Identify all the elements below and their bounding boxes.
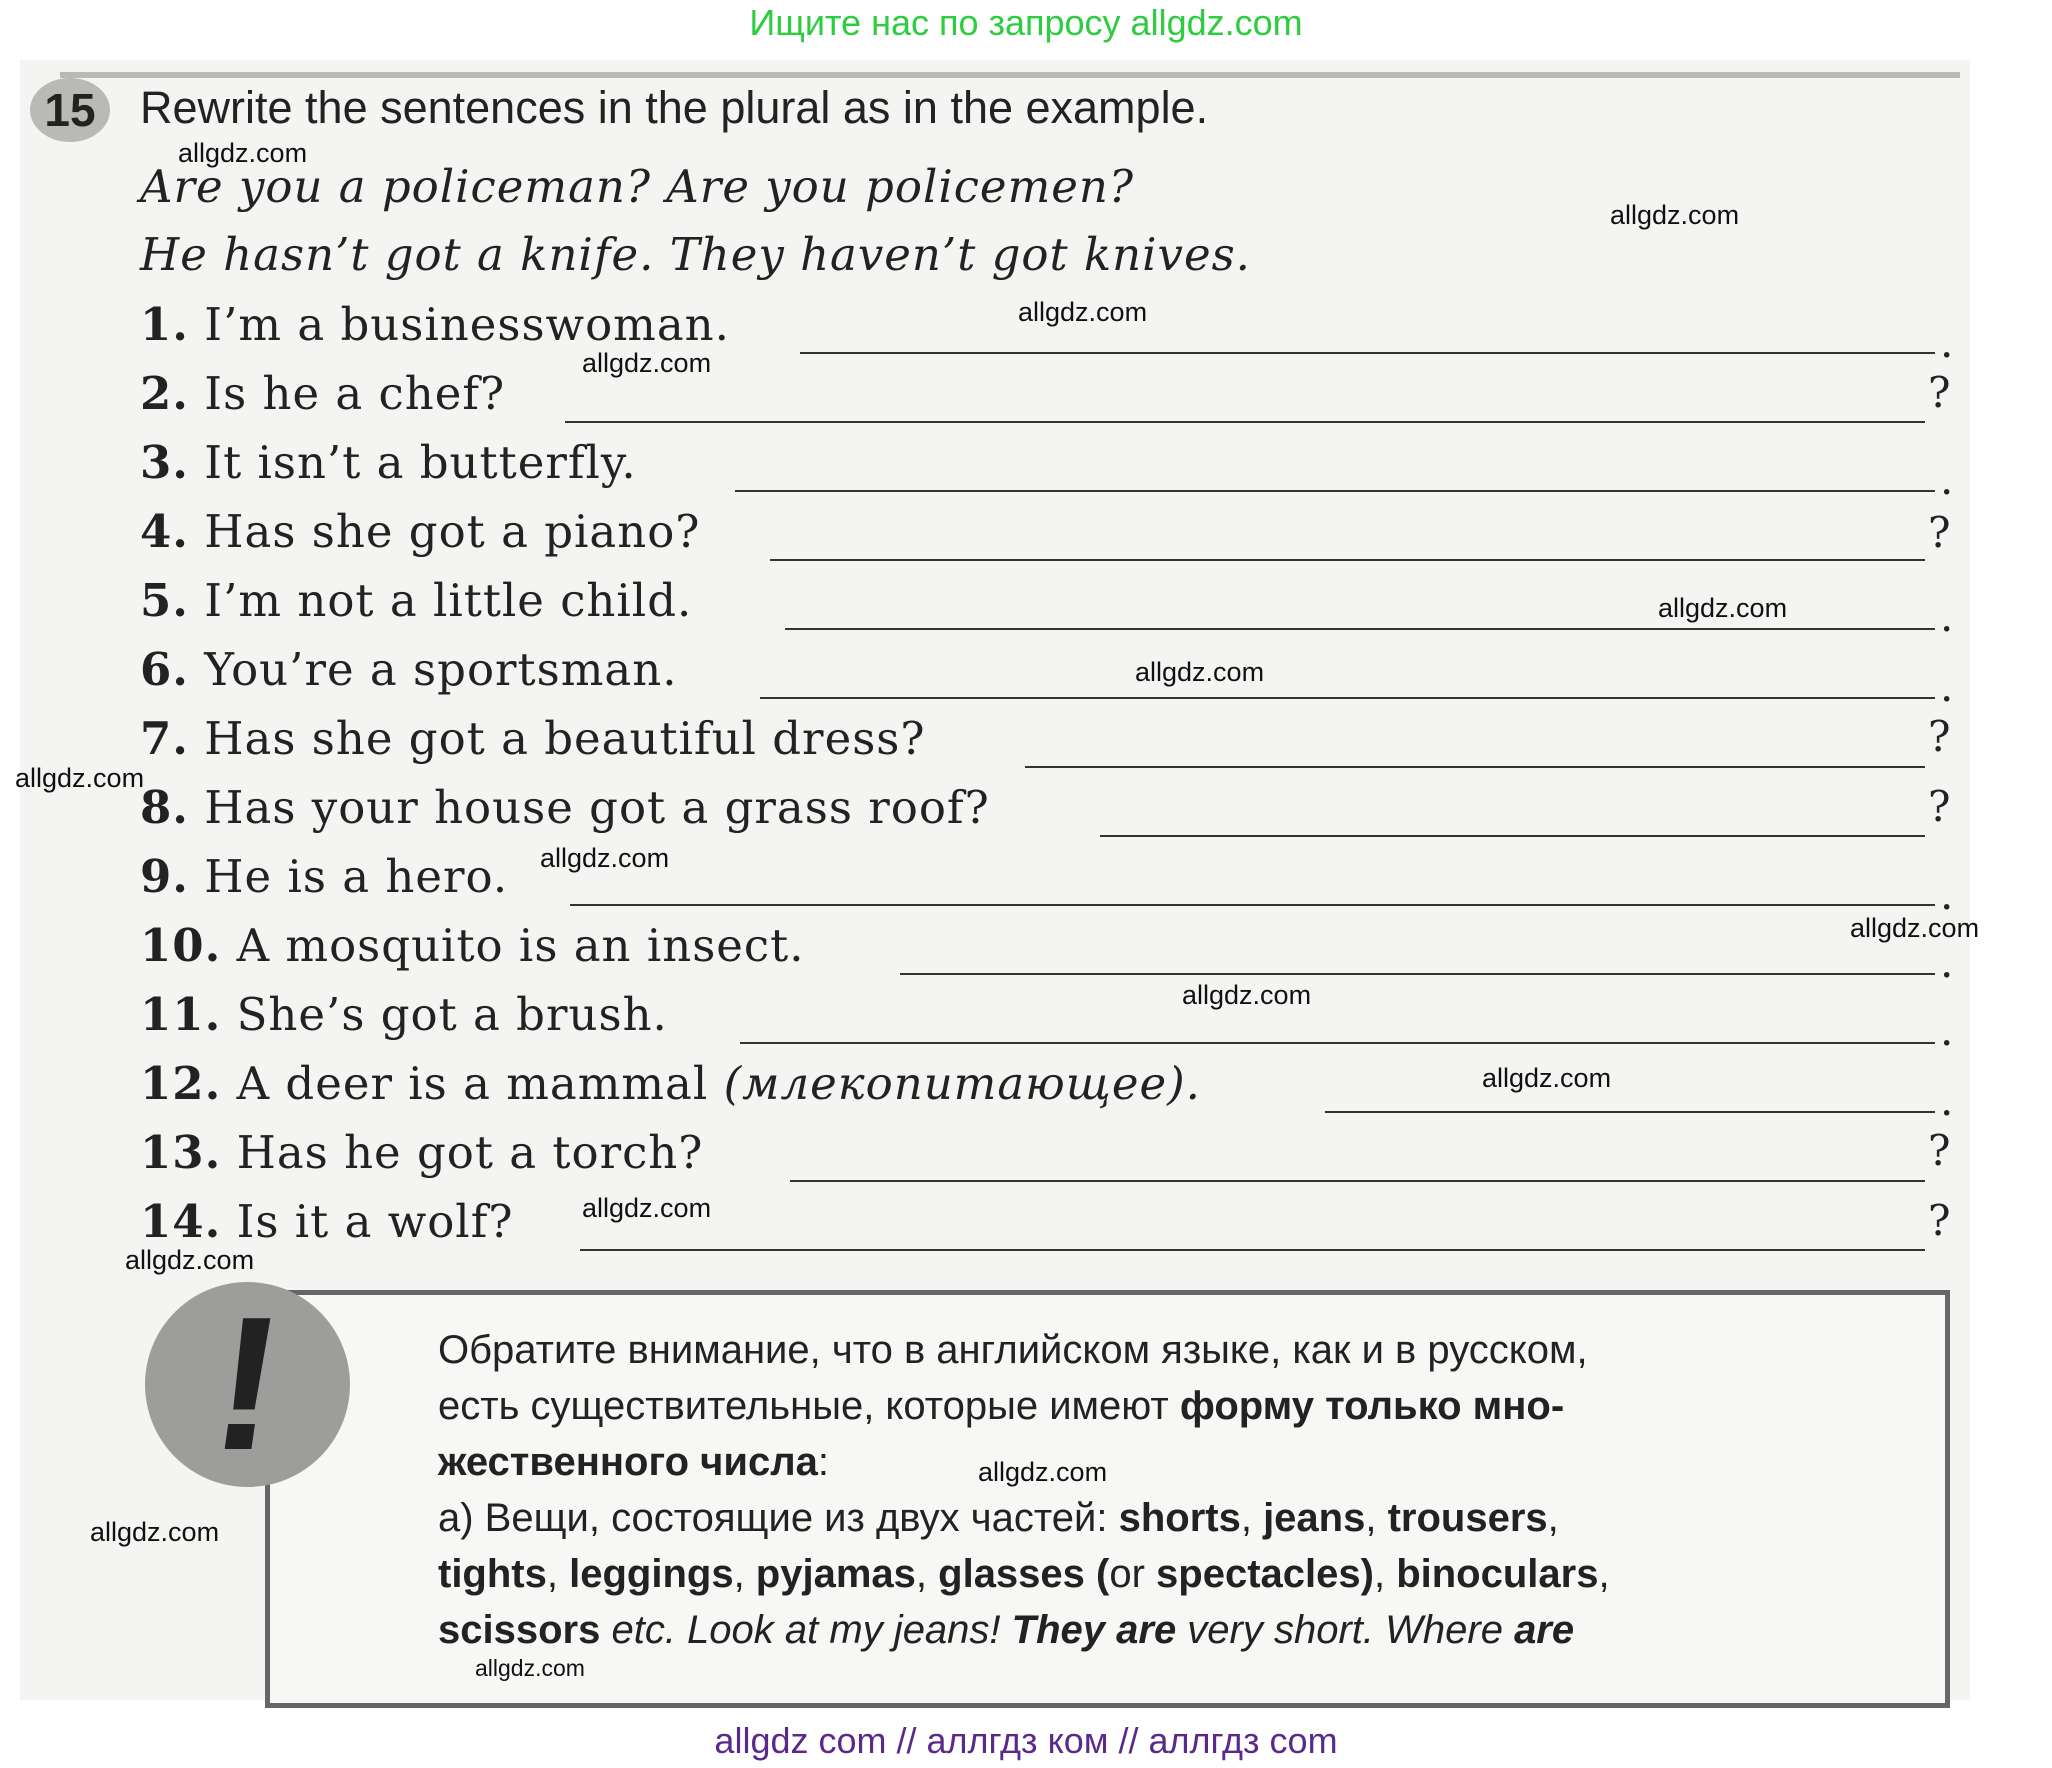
item-text: Has she got a beautiful dress? [204,712,926,765]
item-end-mark: ? [1928,368,1951,417]
item-text: She’s got a brush. [236,988,668,1041]
answer-line[interactable] [900,973,1935,975]
answer-line[interactable] [1025,766,1925,768]
exercise-item [140,1126,703,1179]
item-number: 6. [140,643,189,696]
top-divider [60,72,1960,78]
exercise-item [140,919,805,972]
item-text: A deer is a mammal [236,1057,709,1110]
item-text: He is a hero. [204,850,509,903]
item-number: 4. [140,505,189,558]
note-line: есть существительные, которые имеют форму только мно- [438,1384,1565,1428]
item-number: 3. [140,436,189,489]
item-text: You’re a sportsman. [204,643,678,696]
item-end-mark: . [1940,1006,1954,1055]
exclamation-icon: ! [201,1278,295,1490]
item-text: I’m a businesswoman. [204,298,730,351]
item-end-mark: . [1940,318,1954,367]
watermark: allgdz.com [90,1517,220,1547]
watermark: allgdz.com [582,1193,712,1223]
exercise-item [140,505,700,558]
watermark: allgdz.com [475,1655,585,1681]
watermark: allgdz.com [978,1457,1108,1487]
exercise-item [140,436,637,489]
watermark: allgdz.com [1182,980,1312,1010]
item-end-mark: . [1940,1076,1954,1125]
item-number: 14. [140,1195,222,1248]
watermark: allgdz.com [1135,657,1265,687]
exercise-title: Rewrite the sentences in the plural as in the example. [140,82,1209,133]
footer-watermark-links[interactable]: allgdz com // аллгдз ком // аллгдз com [714,1720,1338,1761]
item-text: Has she got a piano? [204,505,701,558]
exercise-item [140,781,990,834]
item-number: 5. [140,574,189,627]
answer-line[interactable] [740,1042,1935,1044]
item-number: 10. [140,919,222,972]
exercise-item [140,1057,1201,1110]
item-number: 9. [140,850,189,903]
exercise-item [140,988,668,1041]
item-end-mark: . [1940,592,1954,641]
example-line-1: Are you a policeman? Are you policemen? [140,160,1134,213]
item-end-mark: ? [1928,508,1951,557]
item-text: Is he a chef? [204,367,506,420]
answer-line[interactable] [790,1180,1925,1182]
item-number: 11. [140,988,222,1041]
item-end-mark: . [1940,662,1954,711]
note-line: scissors etc. Look at my jeans! They are very short. Where are [438,1608,1575,1652]
item-number: 12. [140,1057,222,1110]
exercise-item [140,574,692,627]
answer-line[interactable] [770,559,1925,561]
exercise-item [140,1195,513,1248]
note-line: Обратите внимание, что в английском языке, как и в русском, [438,1328,1588,1372]
example-line-2: He hasn’t got a knife. They haven’t got knives. [140,228,1251,281]
item-text: It isn’t a butterfly. [204,436,637,489]
item-text: A mosquito is an insect. [236,919,805,972]
item-end-mark: . [1940,938,1954,987]
answer-line[interactable] [760,697,1935,699]
watermark: allgdz.com [582,348,712,378]
rule-note-text [438,1322,1928,1658]
exercise-item [140,850,508,903]
exercise-item [140,367,505,420]
watermark: allgdz.com [1482,1063,1612,1093]
item-number: 1. [140,298,189,351]
answer-line[interactable] [1100,835,1925,837]
answer-line[interactable] [1325,1111,1935,1113]
watermark: allgdz.com [1850,913,1980,943]
note-line: а) Вещи, состоящие из двух частей: shorts, jeans, trousers, [438,1496,1559,1540]
watermark: allgdz.com [125,1245,255,1275]
answer-line[interactable] [580,1249,1925,1251]
header-watermark-link[interactable]: Ищите нас по запросу allgdz.com [749,2,1303,43]
note-line: жественного числа: [438,1440,829,1484]
exercise-number-badge: 15 [30,78,110,142]
exercise-item [140,712,926,765]
exercise-item [140,643,678,696]
item-end-mark: . [1940,870,1954,919]
watermark: allgdz.com [1018,297,1148,327]
watermark: allgdz.com [1610,200,1740,230]
answer-line[interactable] [735,490,1935,492]
item-end-mark: . [1940,455,1954,504]
note-line: tights, leggings, pyjamas, glasses (or spectacles), binoculars, [438,1552,1610,1596]
item-number: 2. [140,367,189,420]
answer-line[interactable] [570,904,1935,906]
watermark: allgdz.com [540,843,670,873]
item-end-mark: ? [1928,712,1951,761]
item-end-mark: ? [1928,1126,1951,1175]
exercise-item [140,298,730,351]
answer-line[interactable] [785,628,1935,630]
item-note: (млекопитающее). [723,1057,1201,1110]
item-number: 7. [140,712,189,765]
answer-line[interactable] [565,421,1925,423]
watermark: allgdz.com [1658,593,1788,623]
item-text: Has he got a torch? [236,1126,704,1179]
item-text: I’m not a little child. [204,574,693,627]
watermark: allgdz.com [15,763,145,793]
item-end-mark: ? [1928,782,1951,831]
item-text: Is it a wolf? [236,1195,514,1248]
item-number: 13. [140,1126,222,1179]
answer-line[interactable] [800,352,1935,354]
item-end-mark: ? [1928,1196,1951,1245]
item-text: Has your house got a grass roof? [204,781,990,834]
item-number: 8. [140,781,189,834]
watermark: allgdz.com [178,138,308,168]
